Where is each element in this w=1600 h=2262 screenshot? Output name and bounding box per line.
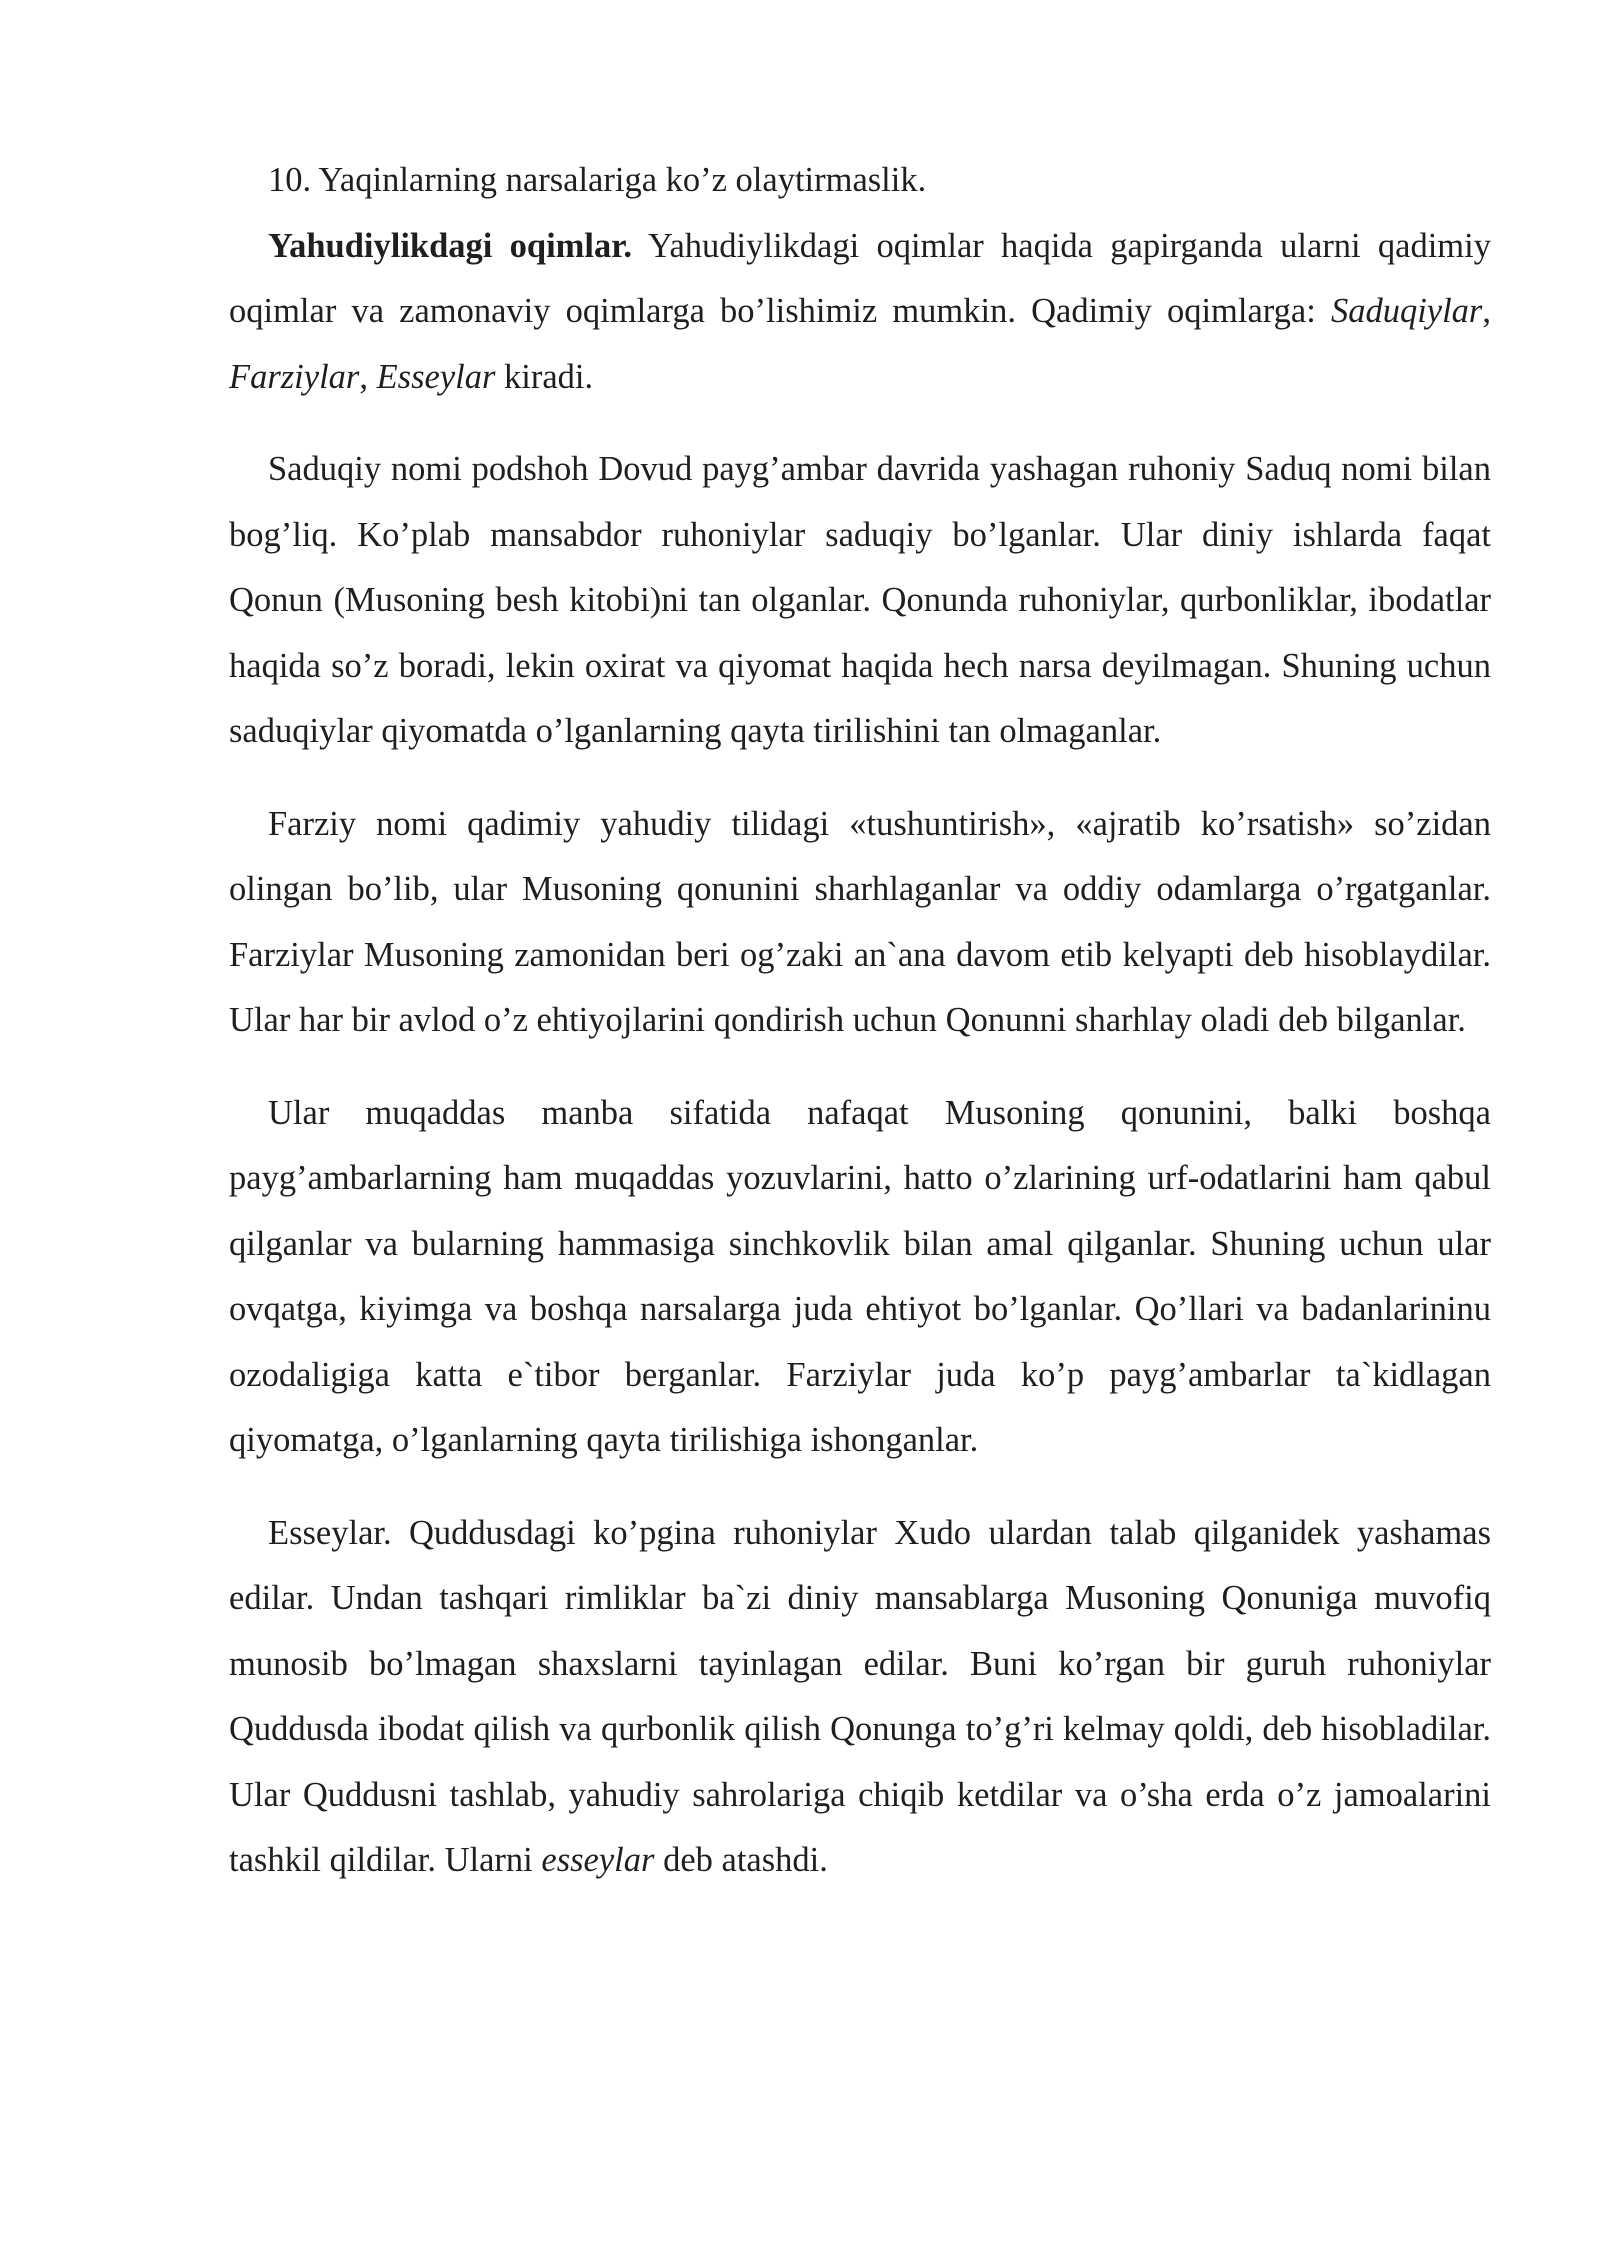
esseylar-text: Esseylar. Quddusdagi ko’pgina ruhoniylar Xudo ulardan talab qilganidek yashamas edilar. Undan tashqari rimliklar ba`zi diniy mansablarga Musoning Qonuniga muvofiq munosib bo’lmagan shaxslarni tayinlagan edilar. Buni ko’rgan bir guruh ruhoniylar Quddusda ibodat qilish va qurbonlik qilish Qonunga to’g’ri kelmay qoldi, deb hisobladilar. Ular Quddusni tashlab, yahudiy sahrolariga chiqib ketdilar va o’sha erda o’z jamoalarini tashkil qildilar. Ularni	[229, 1513, 1491, 1879]
section-heading: Yahudiylikdagi oqimlar.	[268, 226, 633, 265]
term-farziylar: Farziylar	[229, 357, 360, 396]
list-item-10: 10. Yaqinlarning narsalariga ko’z olaytirmaslik.	[268, 161, 927, 199]
intro-text-end: kiradi.	[495, 357, 594, 396]
paragraph-farziylar: Farziy nomi qadimiy yahudiy tilidagi «tushuntirish», «ajratib ko’rsatish» so’zidan olingan bo’lib, ular Musoning qonunini sharhlaganlar va oddiy odamlarga o’rgatganlar. Farziylar Musoning zamonidan beri og’zaki an`ana davom etib kelyapti deb hisoblaydilar. Ular har bir avlod o’z ehtiyojlarini qondirish uchun Qonunni sharhlay oladi deb bilganlar.	[229, 804, 1491, 1039]
separator: ,	[359, 357, 377, 396]
separator: ,	[1482, 292, 1491, 330]
paragraph-movements-intro	[229, 214, 1491, 411]
intro-text: Yahudiylikdagi oqimlar haqida gapirganda ularni qadimiy oqimlar va zamonaviy oqimlarga bo’lishimiz mumkin. Qadimiy oqimlarga:	[229, 226, 1491, 330]
paragraph-esseylar	[229, 1501, 1491, 1894]
esseylar-text-end: deb atashdi.	[654, 1841, 828, 1879]
document-page	[229, 148, 1491, 1894]
term-saduqiylar: Saduqiylar	[1330, 292, 1483, 330]
term-esseylar: Esseylar	[376, 357, 496, 396]
paragraph-saduqiylar: Saduqiy nomi podshoh Dovud payg’ambar davrida yashagan ruhoniy Saduq nomi bilan bog’liq. Ko’plab mansabdor ruhoniylar saduqiy bo’lganlar. Ular diniy ishlarda faqat Qonun (Musoning besh kitobi)ni tan olganlar. Qonunda ruhoniylar, qurbonliklar, ibodatlar haqida so’z boradi, lekin oxirat va qiyomat haqida hech narsa deyilmagan. Shuning uchun saduqiylar qiyomatda o’lganlarning qayta tirilishini tan olmaganlar.	[229, 450, 1491, 750]
paragraph-farziylar-practices: Ular muqaddas manba sifatida nafaqat Musoning qonunini, balki boshqa payg’ambarlarning ham muqaddas yozuvlarini, hatto o’zlarining urf-odatlarini ham qabul qilganlar va bularning hammasiga sinchkovlik bilan amal qilganlar. Shuning uchun ular ovqatga, kiyimga va boshqa narsalarga juda ehtiyot bo’lganlar. Qo’llari va badanlarininu ozodaligiga katta e`tibor berganlar. Farziylar juda ko’p payg’ambarlar ta`kidlagan qiyomatga, o’lganlarning qayta tirilishiga ishonganlar.	[229, 1093, 1491, 1459]
term-esseylar-italic: esseylar	[541, 1841, 655, 1879]
